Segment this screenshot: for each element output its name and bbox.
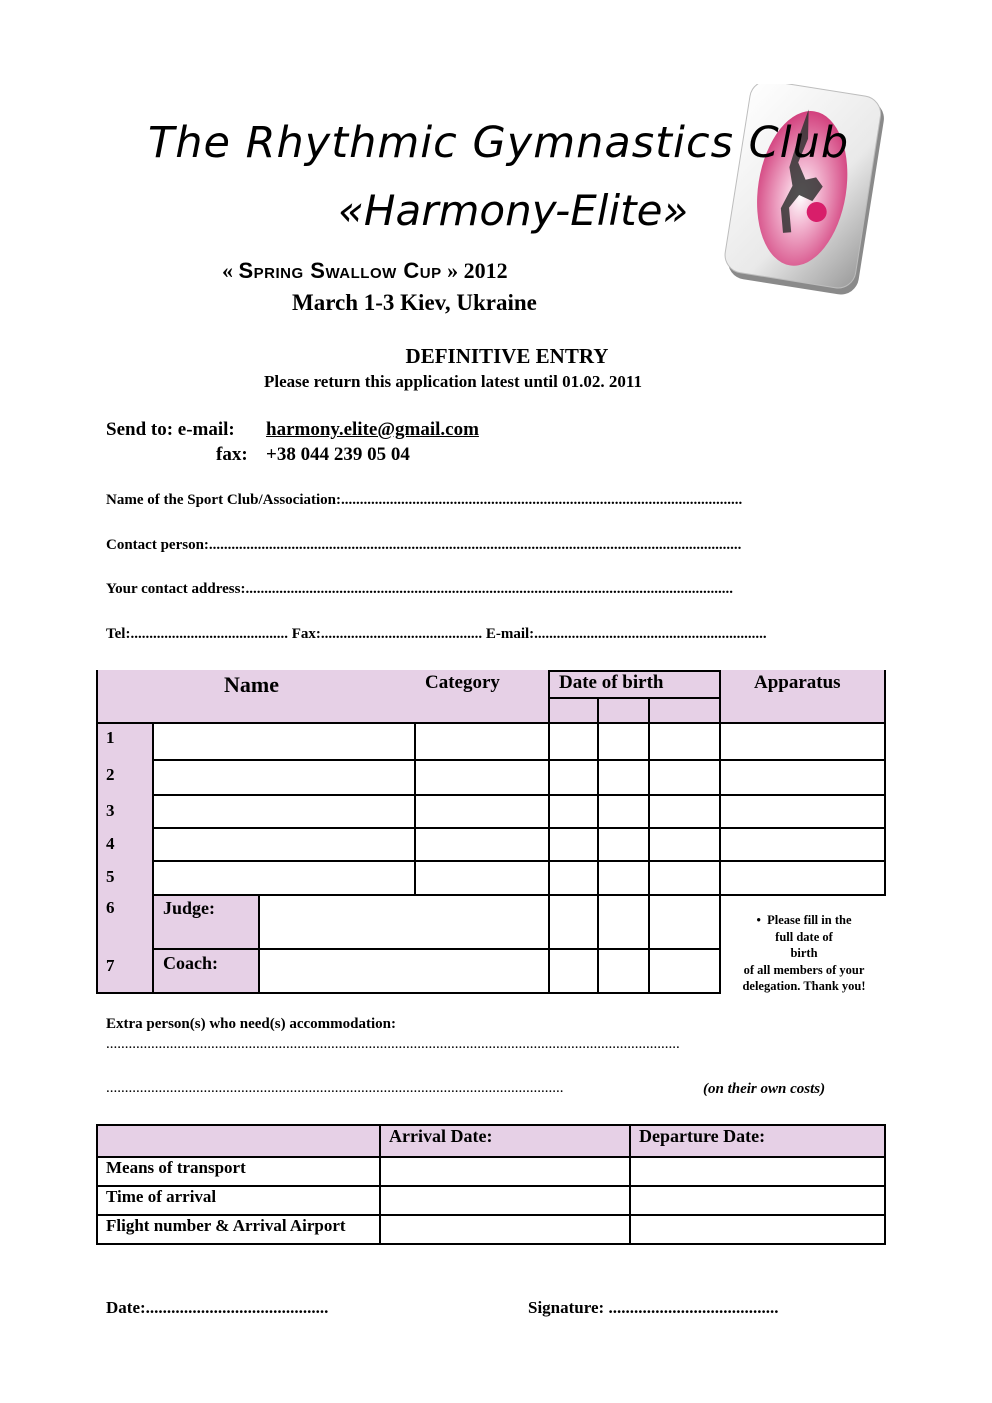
club-title: The Rhythmic Gymnastics Club [148,118,850,168]
form-title: DEFINITIVE ENTRY [405,344,609,368]
cup-prefix: « [222,258,233,283]
cup-name: Spring Swallow Cup [238,258,442,283]
cup-suffix: » 2012 [447,258,508,283]
arrival-cell[interactable] [380,1186,630,1215]
arrival-date-header: Arrival Date: [380,1125,630,1157]
note-line: full date of [775,929,833,944]
return-deadline: Please return this application latest until 01.02. 2011 [264,372,642,391]
dob-note [730,912,878,995]
transport-row-label: Means of transport [97,1157,380,1186]
table-row [97,1186,885,1215]
extra-persons-line-1[interactable]: ......................................................................................................................................................... [106,1036,680,1052]
table-row [97,1215,885,1244]
departure-date-header: Departure Date: [630,1125,885,1157]
note-line: delegation. Thank you! [742,979,866,993]
arrival-cell[interactable] [380,1215,630,1244]
transport-row-label: Flight number & Arrival Airport [97,1215,380,1244]
row-number: 1 [106,728,115,747]
row-number: 6 [106,898,115,917]
cup-title [222,258,508,284]
note-line: of all members of your [743,962,865,977]
club-logo-image [718,84,893,296]
apparatus-header: Apparatus [754,672,841,693]
extra-persons-line-2[interactable]: .......................................................................................................................... [106,1080,564,1096]
dob-header: Date of birth [559,672,664,693]
judge-label: Judge: [163,898,216,918]
note-line: birth [790,946,818,960]
transport-row-label: Time of arrival [97,1186,380,1215]
fax-label: fax: [216,444,248,465]
event-date: March 1-3 Kiev, Ukraine [292,290,537,315]
contact-person-field[interactable]: Contact person:.............................................................................................................................................. [106,537,742,553]
contact-tel-fax-email-field[interactable]: Tel:.......................................... Fax:........................................... E-mail:.............................................................. [106,626,767,642]
arrival-cell[interactable] [380,1157,630,1186]
row-number: 4 [106,834,115,853]
table-row [97,1157,885,1186]
transport-header-row [97,1125,885,1157]
row-number: 5 [106,867,115,886]
club-name: «Harmony-Elite» [338,186,689,235]
signature-field[interactable]: Signature: ........................................ [528,1298,779,1317]
row-number: 2 [106,765,115,784]
departure-cell[interactable] [630,1186,885,1215]
row-number: 3 [106,801,115,820]
category-header: Category [425,672,500,693]
departure-cell[interactable] [630,1157,885,1186]
row-number: 7 [106,956,115,975]
club-name-field[interactable]: Name of the Sport Club/Association:........................................................................................................... [106,492,743,508]
note-line: Please fill in the [767,913,852,927]
email-link[interactable]: harmony.elite@gmail.com [266,419,479,440]
extra-persons-label: Extra person(s) who need(s) accommodation: [106,1016,396,1032]
departure-cell[interactable] [630,1215,885,1244]
fax-number: +38 044 239 05 04 [266,444,410,465]
date-field[interactable]: Date:........................................... [106,1298,329,1317]
coach-label: Coach: [163,953,218,973]
contact-address-field[interactable]: Your contact address:.................................................................................................................................. [106,581,733,597]
transport-header-blank [97,1125,380,1157]
name-header: Name [224,672,279,697]
transport-table [96,1124,886,1245]
own-costs-note: (on their own costs) [703,1081,826,1097]
send-to-label: Send to: e-mail: [106,419,235,440]
bullet: • [756,913,761,927]
